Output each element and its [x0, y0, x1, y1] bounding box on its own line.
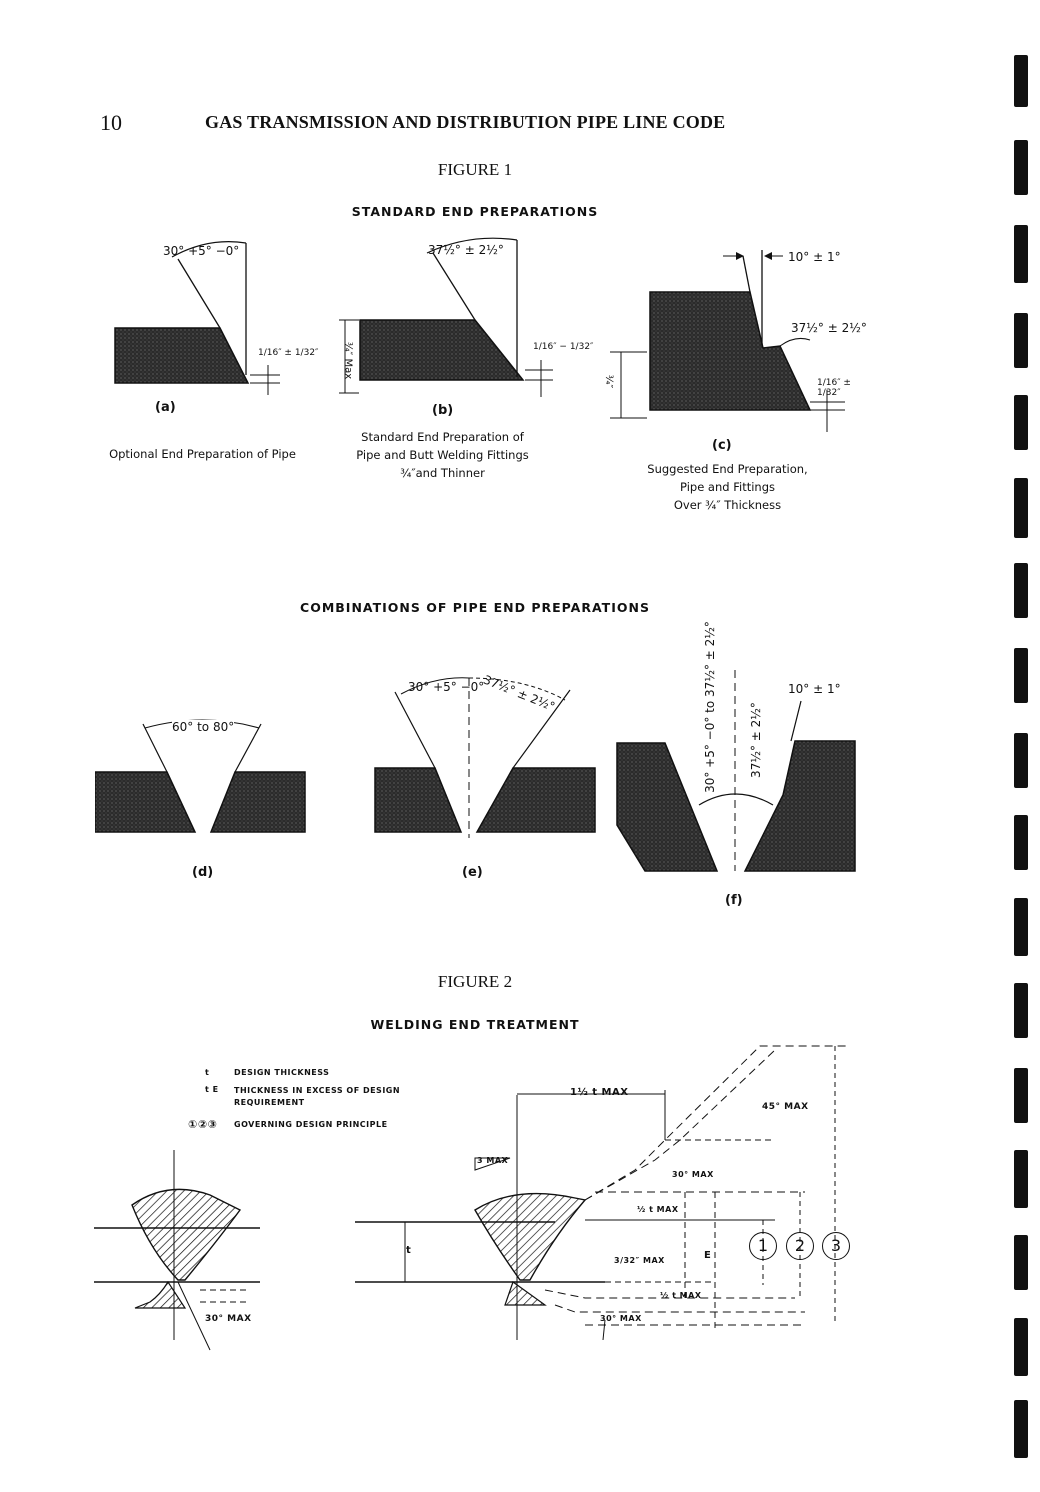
- legend-text-design-thickness: DESIGN THICKNESS: [234, 1068, 330, 1077]
- panel-b-side: ¾″ Max: [342, 341, 354, 380]
- binder-mark: [1014, 478, 1028, 538]
- panel-a-tolerance: 1/16″ ± 1/32″: [258, 348, 319, 358]
- figure2-title: FIGURE 2: [437, 972, 513, 991]
- binder-mark: [1014, 983, 1028, 1038]
- weld-detail-left-drawing: [90, 1140, 270, 1360]
- binder-mark: [1014, 648, 1028, 703]
- binder-mark: [1014, 395, 1028, 450]
- binder-mark: [1014, 1068, 1028, 1123]
- weld-left-30-max: 30° MAX: [205, 1314, 252, 1324]
- panel-c-label: (c): [712, 438, 732, 453]
- running-head: GAS TRANSMISSION AND DISTRIBUTION PIPE LINE CODE: [205, 112, 726, 132]
- weld-3-32-max: 3/32″ MAX: [614, 1256, 665, 1265]
- binder-mark: [1014, 1400, 1028, 1458]
- panel-e-angle-right: 37½° ± 2½°: [481, 672, 557, 714]
- panel-e-drawing: [365, 670, 605, 840]
- legend-text-governing-principle: GOVERNING DESIGN PRINCIPLE: [234, 1120, 388, 1129]
- legend-symbol-t: t: [205, 1068, 210, 1077]
- panel-f-drawing: [615, 665, 865, 875]
- weld-half-t-max: ½ t MAX: [637, 1205, 679, 1214]
- panel-e-label: (e): [462, 865, 483, 880]
- weld-E-label: E: [704, 1250, 712, 1261]
- binder-mark: [1014, 225, 1028, 283]
- weld-t-label: t: [406, 1245, 412, 1256]
- panel-c-drawing: [605, 240, 880, 440]
- weld-3-max: 3 MAX: [477, 1156, 509, 1165]
- panel-b-angle: 37½° ± 2½°: [428, 243, 504, 257]
- panel-c-angle: 37½° ± 2½°: [791, 321, 867, 335]
- panel-c-side: ¾″: [603, 374, 615, 389]
- panel-a-angle: 30° +5° −0°: [163, 244, 240, 258]
- binder-mark: [1014, 1150, 1028, 1208]
- weld-max-run: 1½ t MAX: [570, 1087, 629, 1098]
- combinations-title: COMBINATIONS OF PIPE END PREPARATIONS: [300, 600, 650, 615]
- weld-half-t-max-2: ½ t MAX: [660, 1291, 702, 1300]
- binder-mark: [1014, 55, 1028, 107]
- principle-circle-2: 2: [786, 1232, 814, 1260]
- panel-b-caption: Standard End Preparation of Pipe and Butt Welding Fittings ¾″and Thinner: [356, 430, 529, 480]
- binder-mark: [1014, 313, 1028, 368]
- figure1-section-title: STANDARD END PREPARATIONS: [351, 204, 599, 219]
- binder-mark: [1014, 140, 1028, 195]
- page-number: 10: [100, 110, 122, 135]
- binder-mark: [1014, 733, 1028, 788]
- principle-circle-3: 3: [822, 1232, 850, 1260]
- panel-b-tolerance: 1/16″ − 1/32″: [533, 342, 594, 352]
- legend-text-excess-thickness: THICKNESS IN EXCESS OF DESIGN REQUIREMENT: [234, 1086, 401, 1107]
- figure1-title: FIGURE 1: [437, 160, 513, 179]
- panel-b-label: (b): [432, 403, 454, 418]
- binder-mark: [1014, 1235, 1028, 1290]
- panel-f-angle-top: 10° ± 1°: [788, 682, 841, 696]
- panel-c-angle-top: 10° ± 1°: [788, 250, 841, 264]
- legend-symbol-te: t E: [205, 1085, 219, 1094]
- panel-c-tolerance: 1/16″ ± 1/32″: [817, 378, 851, 398]
- weld-30-max-a: 30° MAX: [672, 1170, 714, 1179]
- panel-d-angle: 60° to 80°: [172, 720, 235, 734]
- principle-circle-1: 1: [749, 1232, 777, 1260]
- weld-45-max: 45° MAX: [762, 1102, 809, 1112]
- panel-f-label: (f): [725, 893, 743, 908]
- figure2-section-title: WELDING END TREATMENT: [370, 1017, 580, 1032]
- panel-f-angle-vertical-2: 37½° ± 2½°: [749, 702, 763, 778]
- panel-c-caption: Suggested End Preparation, Pipe and Fittings Over ¾″ Thickness: [647, 462, 808, 512]
- panel-a-label: (a): [155, 400, 176, 415]
- weld-30-max-b: 30° MAX: [600, 1314, 642, 1323]
- binder-mark: [1014, 1318, 1028, 1376]
- panel-a-caption: Optional End Preparation of Pipe: [109, 447, 296, 461]
- panel-d-label: (d): [192, 865, 214, 880]
- panel-e-angle-left: 30° +5° −0°: [408, 680, 485, 694]
- legend-symbol-circles: ①②③: [188, 1118, 218, 1131]
- binder-mark: [1014, 563, 1028, 618]
- binder-mark: [1014, 815, 1028, 870]
- panel-f-angle-vertical-1: 30° +5° −0° to 37½° ± 2½°: [703, 621, 717, 793]
- binder-mark: [1014, 898, 1028, 956]
